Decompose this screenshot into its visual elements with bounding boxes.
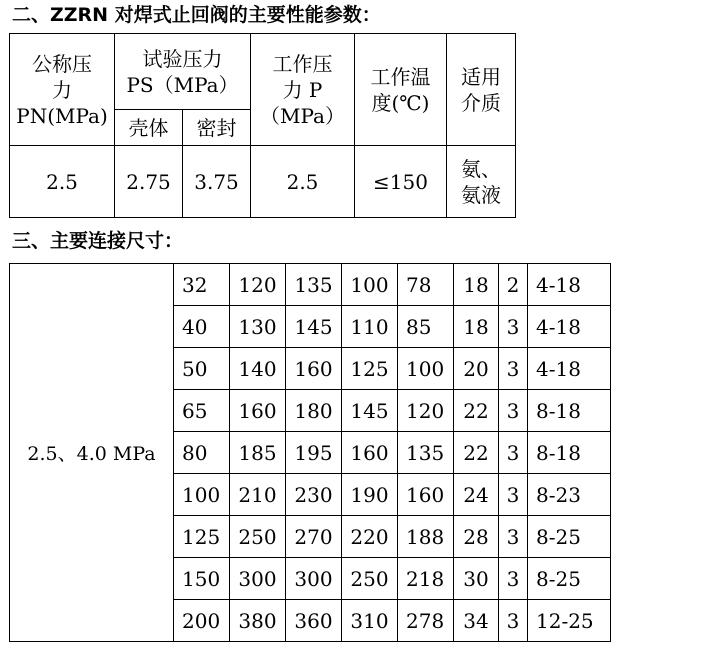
table-cell: 4-18 [528,348,611,390]
table-cell: 200 [174,600,230,642]
dimensions-table [9,263,611,642]
header-pn-line3: PN(MPa) [16,103,108,128]
table-cell: 22 [454,390,499,432]
table-cell: 120 [398,390,454,432]
table-cell: 190 [342,474,398,516]
table-cell: 20 [454,348,499,390]
table-cell: 32 [174,264,230,306]
header-seal: 密封 [183,110,251,146]
header-medium [447,34,516,146]
value-seal: 3.75 [183,146,251,218]
header-pn [10,34,115,146]
table-row [10,264,611,306]
table-cell: 145 [286,306,342,348]
table-cell: 100 [174,474,230,516]
table-cell: 110 [342,306,398,348]
table-cell: 120 [230,264,286,306]
header-medium-line1: 适用 [461,64,501,89]
table-cell: 12-25 [528,600,611,642]
table-cell: 50 [174,348,230,390]
header-working-pressure-line3: （MPa） [260,103,345,128]
table-cell: 270 [286,516,342,558]
table-cell: 85 [398,306,454,348]
header-working-temp [355,34,447,146]
table-cell: 3 [499,390,528,432]
header-working-pressure-line1: 工作压 [272,51,333,76]
table-cell: 300 [286,558,342,600]
header-shell: 壳体 [115,110,183,146]
header-working-pressure [251,34,355,146]
table-cell: 34 [454,600,499,642]
table-cell: 135 [286,264,342,306]
table-cell: 8-25 [528,558,611,600]
table-cell: 230 [286,474,342,516]
table-cell: 380 [230,600,286,642]
table-cell: 160 [398,474,454,516]
table-cell: 28 [454,516,499,558]
table-cell: 8-18 [528,432,611,474]
table-cell: 310 [342,600,398,642]
table-cell: 30 [454,558,499,600]
table-cell: 218 [398,558,454,600]
table-cell: 125 [342,348,398,390]
table-cell: 135 [398,432,454,474]
table-cell: 18 [454,306,499,348]
table-cell: 3 [499,348,528,390]
table-cell: 210 [230,474,286,516]
section1-title: 二、ZZRN 对焊式止回阀的主要性能参数： [12,4,381,26]
table-cell: 40 [174,306,230,348]
table-cell: 3 [499,600,528,642]
table-cell: 8-23 [528,474,611,516]
table-cell: 80 [174,432,230,474]
table-cell: 3 [499,474,528,516]
table-cell: 3 [499,306,528,348]
table-cell: 185 [230,432,286,474]
table-cell: 3 [499,432,528,474]
table-cell: 100 [342,264,398,306]
table-cell: 4-18 [528,306,611,348]
table-cell: 8-25 [528,516,611,558]
table-cell: 360 [286,600,342,642]
table-cell: 4-18 [528,264,611,306]
section2-title: 三、主要连接尺寸： [12,230,184,252]
pressure-rating-cell: 2.5、4.0 MPa [10,264,174,642]
table-cell: 160 [342,432,398,474]
value-medium-line1: 氨、 [461,156,501,181]
table-cell: 300 [230,558,286,600]
table-cell: 3 [499,516,528,558]
header-medium-line2: 介质 [461,90,501,115]
table-cell: 78 [398,264,454,306]
table-cell: 100 [398,348,454,390]
header-working-temp-line1: 工作温 [370,64,431,89]
table-cell: 22 [454,432,499,474]
table-cell: 140 [230,348,286,390]
value-medium [447,146,516,218]
header-test-pressure [115,34,251,110]
table-cell: 250 [342,558,398,600]
performance-table [9,33,516,218]
header-pn-line2: 力 [52,77,72,102]
header-test-pressure-line1: 试验压力 [142,46,223,71]
table-cell: 160 [230,390,286,432]
table-cell: 278 [398,600,454,642]
table-cell: 188 [398,516,454,558]
table-cell: 65 [174,390,230,432]
table-cell: 3 [499,558,528,600]
header-working-temp-line2: 度(℃) [371,90,430,115]
table-cell: 18 [454,264,499,306]
table-cell: 130 [230,306,286,348]
value-medium-line2: 氨液 [461,182,501,207]
table-cell: 150 [174,558,230,600]
table-cell: 160 [286,348,342,390]
table-cell: 145 [342,390,398,432]
table-cell: 125 [174,516,230,558]
value-shell: 2.75 [115,146,183,218]
table-cell: 250 [230,516,286,558]
value-working-pressure: 2.5 [251,146,355,218]
table-cell: 220 [342,516,398,558]
table-cell: 24 [454,474,499,516]
table-cell: 2 [499,264,528,306]
header-test-pressure-line2: PS（MPa） [126,72,239,97]
value-working-temp: ≤150 [355,146,447,218]
table-cell: 180 [286,390,342,432]
table-cell: 195 [286,432,342,474]
header-pn-line1: 公称压 [32,51,92,76]
table-cell: 8-18 [528,390,611,432]
header-working-pressure-line2: 力 P [282,77,323,102]
value-pn: 2.5 [10,146,115,218]
